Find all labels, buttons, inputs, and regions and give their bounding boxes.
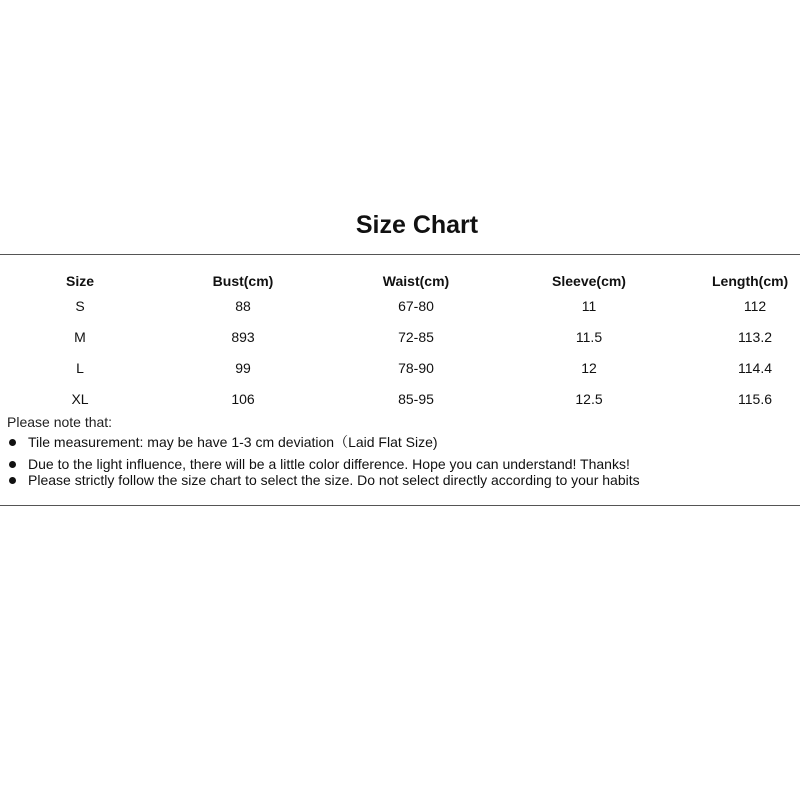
table-cell-length: 112 xyxy=(743,298,767,314)
bottom-divider xyxy=(0,505,800,506)
table-header-size: Size xyxy=(65,273,94,289)
table-cell-waist: 67-80 xyxy=(398,298,434,314)
note-item xyxy=(9,471,640,489)
table-cell-waist: 78-90 xyxy=(398,360,434,376)
bullet-icon xyxy=(9,439,16,446)
table-cell-sleeve: 12 xyxy=(581,360,597,376)
table-header-sleeve: Sleeve(cm) xyxy=(552,273,626,289)
table-cell-waist: 85-95 xyxy=(398,391,434,407)
bullet-icon xyxy=(9,461,16,468)
note-text: Due to the light influence, there will be a little color difference. Hope you can understand! Thanks! xyxy=(28,456,630,472)
table-cell-bust: 88 xyxy=(235,298,251,314)
table-cell-waist: 72-85 xyxy=(398,329,434,345)
table-cell-size: L xyxy=(76,360,84,376)
top-divider xyxy=(0,254,800,255)
table-cell-length: 115.6 xyxy=(738,391,772,407)
table-cell-length: 114.4 xyxy=(738,360,772,376)
table-cell-bust: 893 xyxy=(231,329,255,345)
table-cell-length: 113.2 xyxy=(738,329,772,345)
table-cell-sleeve: 12.5 xyxy=(575,391,603,407)
table-cell-size: M xyxy=(74,329,86,345)
table-cell-sleeve: 11.5 xyxy=(575,329,603,345)
note-text: Tile measurement: may be have 1-3 cm deviation（Laid Flat Size) xyxy=(28,434,438,450)
note-item xyxy=(9,433,438,451)
table-cell-sleeve: 11 xyxy=(581,298,597,314)
bullet-icon xyxy=(9,477,16,484)
table-cell-size: XL xyxy=(71,391,89,407)
table-header-waist: Waist(cm) xyxy=(382,273,450,289)
table-header-length: Length(cm) xyxy=(712,273,789,289)
table-cell-bust: 106 xyxy=(231,391,255,407)
table-cell-bust: 99 xyxy=(235,360,251,376)
notes-heading: Please note that: xyxy=(7,414,113,430)
note-text: Please strictly follow the size chart to select the size. Do not select directly according to your habits xyxy=(28,472,640,488)
size-chart-title: Size Chart xyxy=(355,211,479,239)
table-header-bust: Bust(cm) xyxy=(212,273,274,289)
table-cell-size: S xyxy=(75,298,85,314)
